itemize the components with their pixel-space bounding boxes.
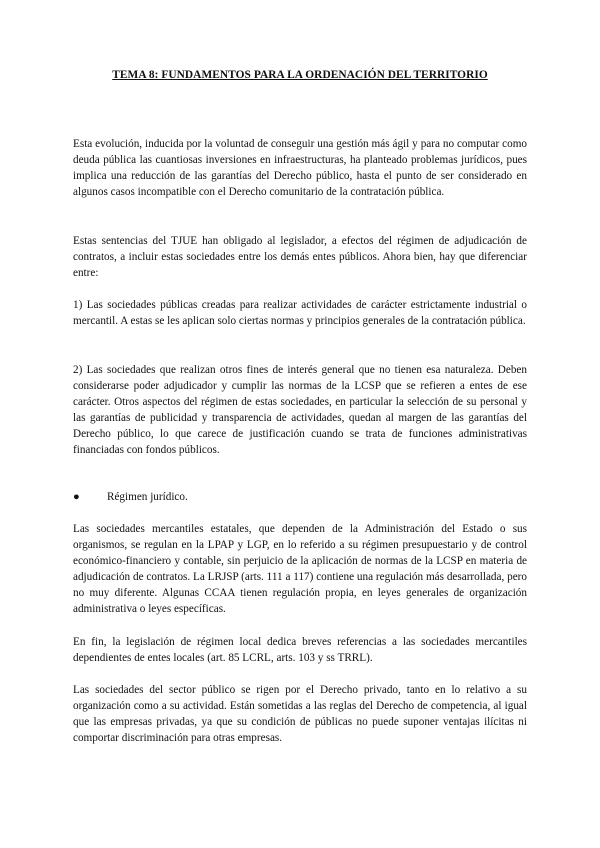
bullet-icon: ●: [73, 491, 80, 503]
paragraph-sociedades-estatales: Las sociedades mercantiles estatales, que dependen de la Administración del Estado o sus organismos, se regulan en la LPAP y LGP, en lo referido a su régimen presupuestario y de control económico-financiero y contable, sin perjuicio de la aplicación de normas de la LCSP en materia de adjudicación de contratos. La LRJSP (arts. 111 a 117) contiene una regulación más desarrollada, pero no muy diferente. Algunas CCAA tienen regulación propia, en leyes generales de organización administrativa o leyes específicas.: [73, 523, 527, 616]
paragraph-derecho-privado: Las sociedades del sector público se rigen por el Derecho privado, tanto en lo relativo a su organización como a su actividad. Están sometidas a las reglas del Derecho de competencia, al igual que las empresas privadas, ya que su condición de públicas no puede suponer ventajas ilícitas ni comportar discriminación para otras empresas.: [73, 684, 527, 745]
paragraph-sociedades-interes-general: 2) Las sociedades que realizan otros fines de interés general que no tienen esa naturaleza. Deben considerarse poder adjudicador y cumplir las normas de la LCSP que se refieren a entes de ese carácter. Otros aspectos del régimen de estas sociedades, en particular la selección de su personal y las garantías de publicidad y transparencia de actividades, quedan al margen de las garantías del Derecho público, lo que carece de justificación cuando se trata de funciones administrativas financiadas con fondos públicos.: [73, 364, 527, 457]
document-title: TEMA 8: FUNDAMENTOS PARA LA ORDENACIÓN DEL TERRITORIO: [112, 69, 488, 81]
paragraph-regimen-local: En fin, la legislación de régimen local dedica breves referencias a las sociedades mercantiles dependientes de entes locales (art. 85 LCRL, arts. 103 y ss TRRL).: [73, 636, 527, 665]
bullet-label: Régimen jurídico.: [107, 491, 188, 503]
paragraph-sentencias-tjue: Estas sentencias del TJUE han obligado al legislador, a efectos del régimen de adjudicación de contratos, a incluir estas sociedades entre los demás entes públicos. Ahora bien, hay que diferenciar entre:: [73, 235, 527, 280]
paragraph-evolucion: Esta evolución, inducida por la voluntad de conseguir una gestión más ágil y para no computar como deuda pública las cuantiosas inversiones en infraestructuras, ha planteado problemas jurídicos, pues implica una reducción de las garantías del Derecho público, hasta el punto de ser considerado en algunos casos incompatible con el Derecho comunitario de la contratación pública.: [73, 138, 527, 199]
paragraph-sociedades-industriales: 1) Las sociedades públicas creadas para realizar actividades de carácter estrictamente industrial o mercantil. A estas se les aplican solo ciertas normas y principios generales de la contratación pública.: [73, 299, 527, 328]
